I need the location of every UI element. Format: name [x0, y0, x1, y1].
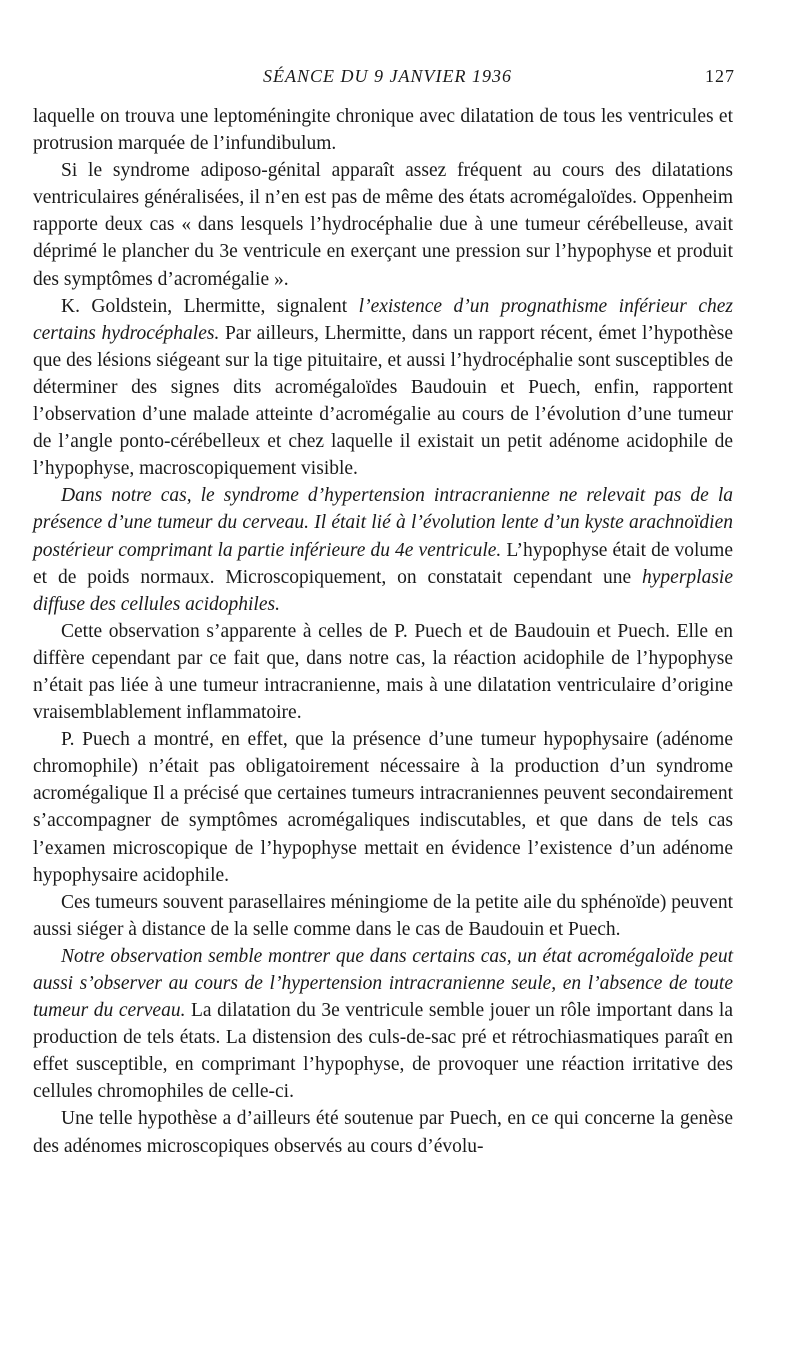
text-run: Une telle hypothèse a d’ailleurs été soutenue par Puech, en ce qui concerne la genèse des adénomes microscopiques observés au cours d’évolu- — [33, 1108, 733, 1157]
paragraph — [33, 482, 733, 617]
paragraph — [33, 293, 733, 483]
page-number: 127 — [705, 66, 735, 86]
text-run: K. Goldstein, Lhermitte, signalent — [61, 295, 359, 317]
text-run: L’hypophyse était de volume et de poids normaux. Microscopiquement, on constatait cependant une — [33, 539, 733, 588]
text-run: Si le syndrome adiposo-génital apparaît assez fréquent au cours des dilatations ventriculaires généralisées, il n’en est pas de même des états acromégaloïdes. Oppenheim rapporte deux cas « dans lesquels l’hydrocéphalie due à une tumeur cérébelleuse, avait déprimé le plancher du 3e ventricule en exerçant une pression sur l’hypophyse et produit des symptômes d’acromégalie ». — [33, 160, 733, 290]
header-title: SÉANCE DU 9 JANVIER 1936 — [263, 66, 512, 86]
italic-run: Notre observation semble montrer que dans certains cas, un état acromégaloïde peut aussi s’observer au cours de l’hypertension intracranienne seule, en l’absence de toute tumeur du cerveau. — [33, 945, 733, 1022]
paragraph — [33, 103, 733, 157]
paragraph — [33, 726, 733, 889]
paragraph — [33, 618, 733, 726]
paragraph — [33, 889, 733, 943]
italic-run: hyperplasie diffuse des cellules acidophiles. — [33, 566, 733, 615]
text-run: P. Puech a montré, en effet, que la présence d’une tumeur hypophysaire (adénome chromophile) n’était pas obligatoirement nécessaire à la production d’un syndrome acromégalique Il a précisé que certaines tumeurs intracraniennes peuvent secondairement s’accompagner de symptômes acromégaliques indiscutables, et que dans de tels cas l’examen microscopique de l’hypophyse mettait en évidence l’existence d’un adénome hypophysaire acidophile. — [33, 729, 733, 886]
running-header — [40, 66, 735, 90]
paragraph — [33, 943, 733, 1106]
italic-run: Dans notre cas, le syndrome d’hypertension intracranienne ne relevait pas de la présence d’une tumeur du cerveau. Il était lié à l’évolution lente d’un kyste arachnoïdien postérieur comprimant la partie inférieure du 4e ventricule. — [33, 485, 733, 561]
text-run: Cette observation s’apparente à celles de P. Puech et de Baudouin et Puech. Elle en diffère cependant par ce fait que, dans notre cas, la réaction acidophile de l’hypophyse n’était pas liée à une tumeur intracranienne, mais à une dilatation ventriculaire d’origine vraisemblablement inflammatoire. — [33, 620, 733, 724]
paragraph — [33, 1105, 733, 1159]
text-run: La dilatation du 3e ventricule semble jouer un rôle important dans la production de tels états. La distension des culs-de-sac pré et rétrochiasmatiques paraît en effet susceptible, en comprimant l’hypophyse, de provoquer une réaction irritative des cellules chromophiles de celle-ci. — [33, 1000, 733, 1103]
text-run: Ces tumeurs souvent parasellaires méningiome de la petite aile du sphénoïde) peuvent aussi siéger à distance de la selle comme dans le cas de Baudouin et Puech. — [33, 891, 734, 940]
paragraph — [33, 157, 733, 292]
body-text — [33, 103, 733, 1160]
italic-run: l’existence d’un prognathisme inférieur chez certains hydrocéphales. — [33, 295, 733, 344]
text-run: laquelle on trouva une leptoméningite chronique avec dilatation de tous les ventricules et protrusion marquée de l’infundibulum. — [33, 106, 733, 155]
text-run: Par ailleurs, Lhermitte, dans un rapport récent, émet l’hypothèse que des lésions siégeant sur la tige pituitaire, et aussi l’hydrocéphalie sont susceptibles de déterminer des signes dits acromégaloïdes Baudouin et Puech, enfin, rapportent l’observation d’une malade atteinte d’acromégalie au cours de l’évolution d’une tumeur de l’angle ponto-cérébelleux et chez laquelle il existait un petit adénome acidophile de l’hypophyse, macroscopiquement visible. — [33, 322, 733, 480]
